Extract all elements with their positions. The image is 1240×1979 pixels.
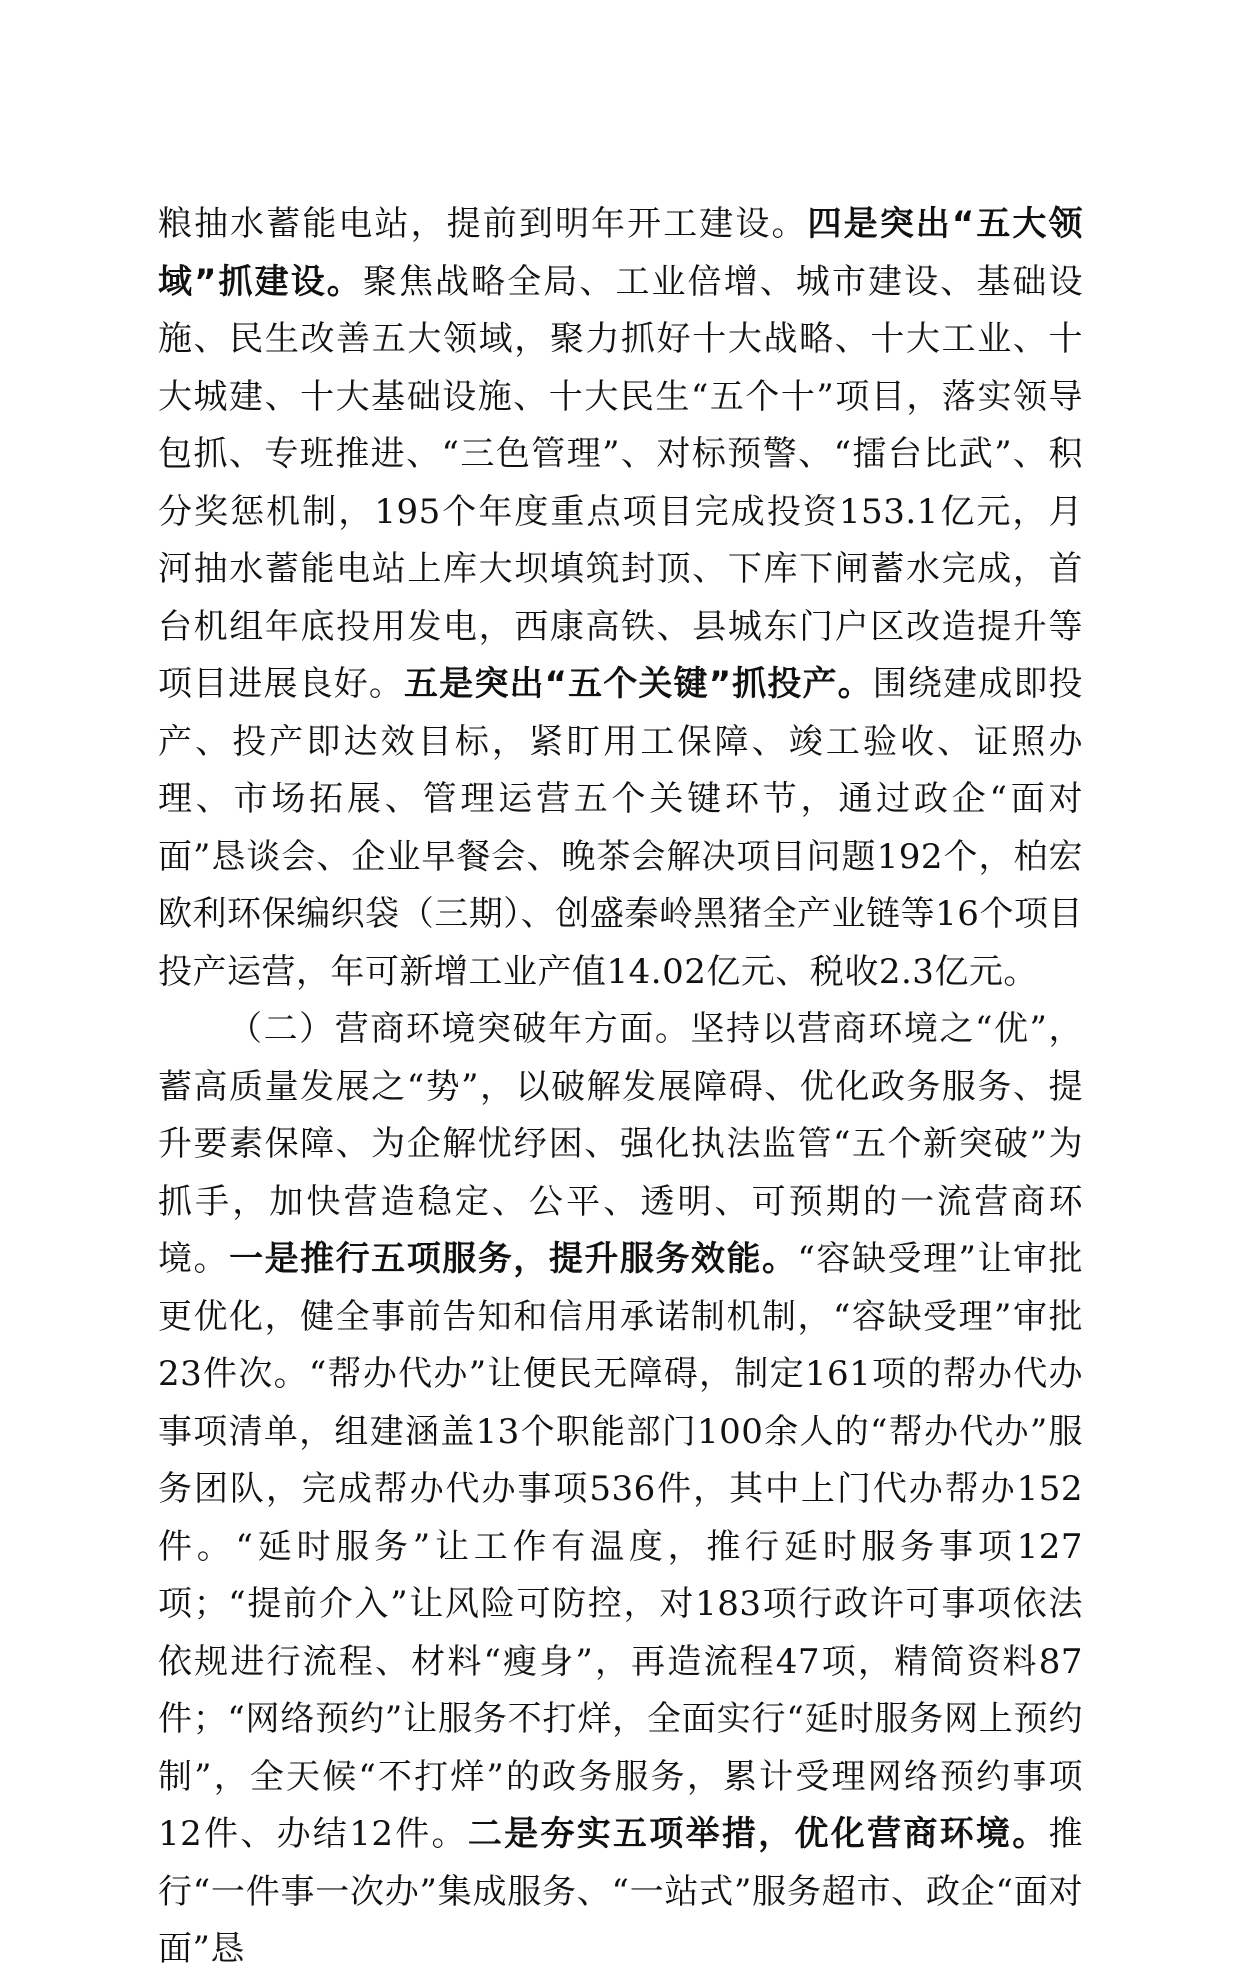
paragraph-1-run-5: 围绕建成即投产、投产即达效目标，紧盯用工保障、竣工验收、证照办理、市场拓展、管理运营五个关键环节，通过政企“面对面”恳谈会、企业早餐会、晚茶会解决项目问题192个，柏宏欧利环保编织袋（三期）、创盛秦岭黑猪全产业链等16个项目投产运营，年可新增工业产值14.02亿元、税收2.3亿元。 <box>158 664 1084 992</box>
paragraph-1-run-1: 粮抽水蓄能电站，提前到明年开工建设。 <box>158 204 808 244</box>
paragraph-2-run-5: 推行“一件事一次办”集成服务、“一站式”服务超市、政企“面对面”恳 <box>158 1814 1084 1969</box>
heading-two-five-measures: 二是夯实五项举措，优化营商环境。 <box>467 1814 1049 1854</box>
paragraph-1 <box>158 196 1083 1001</box>
document-page <box>158 196 1083 1979</box>
paragraph-1-run-3: 聚焦战略全局、工业倍增、城市建设、基础设施、民生改善五大领域，聚力抓好十大战略、十大工业、十大城建、十大基础设施、十大民生“五个十”项目，落实领导包抓、专班推进、“三色管理”、对标预警、“擂台比武”、积分奖惩机制，195个年度重点项目完成投资153.1亿元，月河抽水蓄能电站上库大坝填筑封顶、下库下闸蓄水完成，首台机组年底投用发电，西康高铁、县城东门户区改造提升等项目进展良好。 <box>158 261 1083 704</box>
paragraph-2-run-3: “容缺受理”让审批更优化，健全事前告知和信用承诺制机制，“容缺受理”审批23件次。“帮办代办”让便民无障碍，制定161项的帮办代办事项清单，组建涵盖13个职能部门100余人的“帮办代办”服务团队，完成帮办代办事项536件，其中上门代办帮办152件。“延时服务”让工作有温度，推行延时服务事项127项；“提前介入”让风险可防控，对183项行政许可事项依法依规进行流程、材料“瘦身”，再造流程47项，精简资料87件；“网络预约”让服务不打烊，全面实行“延时服务网上预约制”，全天候“不打烊”的政务服务，累计受理网络预约事项12件、办结12件。 <box>158 1239 1084 1854</box>
heading-one-five-services: 一是推行五项服务，提升服务效能。 <box>229 1239 798 1279</box>
heading-four-focus-five-fields: 四是突出“五大领域”抓建设。 <box>158 204 1083 302</box>
paragraph-2 <box>158 1001 1083 1979</box>
paragraph-2-run-1: （二）营商环境突破年方面。坚持以营商环境之“优”，蓄高质量发展之“势”，以破解发展障碍、优化政务服务、提升要素保障、为企解忧纾困、强化执法监管“五个新突破”为抓手，加快营造稳定、公平、透明、可预期的一流营商环境。 <box>158 1009 1083 1279</box>
heading-five-focus-five-keys: 五是突出“五个关键”抓投产。 <box>404 664 873 704</box>
